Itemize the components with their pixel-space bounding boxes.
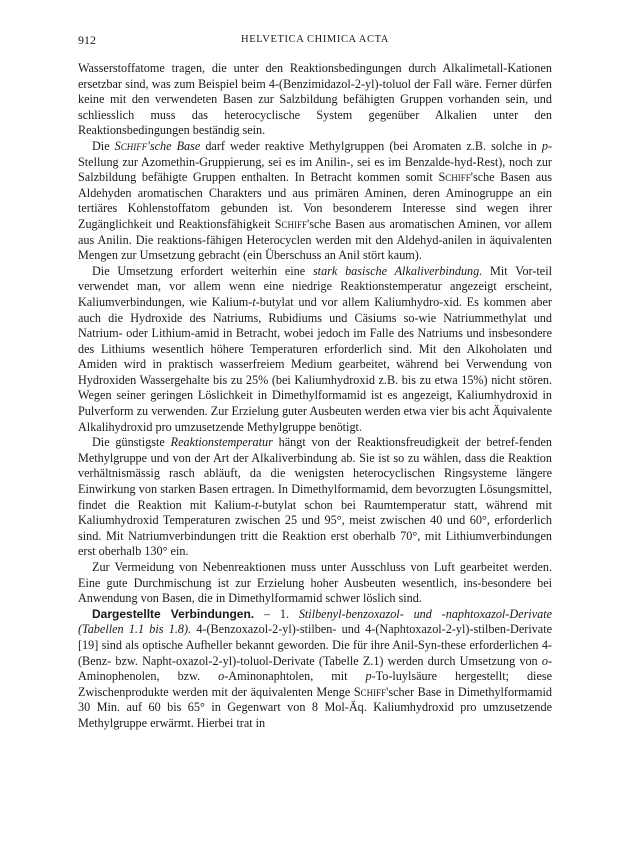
paragraph xyxy=(78,139,552,264)
text-run: 'sche Basen aus aromatischen Aminen, vor allem aus Anilin. Die reaktions-fähigen Heterocyclen werden mit den Aldehyd-anilen in äquivalenten Mengen zur Umsetzung gebracht (ein Überschuss an Anil stört kaum). xyxy=(78,216,553,263)
journal-title: HELVETICA CHIMICA ACTA xyxy=(241,34,389,45)
text-run: -Aminonaphtolen, mit xyxy=(224,669,366,684)
running-header xyxy=(78,33,552,51)
author-name: Schiff xyxy=(353,684,387,699)
text-run: Mit Vor-teil verwendet man, vor allem wenn eine niedrige Reaktionstemperatur angezeigt erscheint, Kaliumverbindungen, wie Kalium- xyxy=(78,263,552,309)
text-run: -butylat und vor allem Kaliumhydro-xid. Es kommen aber auch die Hydroxide des Natriums, Rubidiums und Cäsiums so-wie Natriummethylat und Natrium- oder Lithium-amid in Betracht, wobei jedoch im Falle des Natriums und insbesondere des Lithiums wesentlich höhere Temperaturen erforderlich sind. Mit den Alkoholaten und Amiden wird in praktisch wasserfreiem Medium gearbeitet, während bei Verwendung von Hydroxiden Wassergehalte bis zu 25% (bei Kaliumhydroxid z.B. bis zu etwa 15%) nicht stören. Wegen seiner geringen Löslichkeit in Dimethylformamid ist es angezeigt, Kaliumhydroxid in Pulverform zu verwenden. Zur Erzielung guter Ausbeuten werden etwa vier bis acht Äquivalente Alkalihydroxid pro umzusetzende Methylgruppe benötigt. xyxy=(78,294,552,434)
italic-text: o xyxy=(541,653,548,668)
text-run: -butylat schon bei Raumtemperatur statt, während mit Kaliumhydroxid Temperaturen zwischen 25 und 95°, meist zwischen 40 und 60°, erforderlich sind. Mit Natriumverbindungen tritt die Reaktion erst oberhalb 70°, mit Lithiumverbindungen erst oberhalb 130° ein. xyxy=(78,497,552,559)
paragraph xyxy=(78,607,552,732)
italic-text: o xyxy=(218,669,225,684)
text-run: hängt von der Reaktionsfreudigkeit der betref-fenden Methylgruppe und von der Art der Alkaliverbindung ab. Sie ist so zu wählen, dass die Reaktion verhältnismässig rasch abläuft, da die wenigsten heterocyclischen Ringsysteme längere Einwirkung von starken Basen ertragen. In Dimethylformamid, dem bevorzugten Lösungsmittel, findet die Reaktion mit Kalium- xyxy=(78,435,553,512)
italic-text: t xyxy=(254,497,259,512)
text-run: -Aminophenolen, bzw. xyxy=(78,653,552,684)
journal-page xyxy=(78,33,552,732)
article-body xyxy=(78,61,552,732)
italic-text: p xyxy=(541,138,548,153)
italic-text: t xyxy=(252,294,256,309)
text-run: -To-luylsäure hergestellt; diese Zwischenprodukte werden mit der äquivalenten Menge xyxy=(78,669,553,699)
italic-text: p xyxy=(365,669,372,684)
text-run: darf weder reaktive Methylgruppen (bei Aromaten z.B. solche in xyxy=(200,138,542,153)
text-run: Die günstigste xyxy=(92,435,171,450)
text-run: – 1. xyxy=(254,606,299,621)
text-run: Zur Vermeidung von Nebenreaktionen muss unter Ausschluss von Luft gearbeitet werden. Eine gute Durchmischung ist zur Erzielung hoher Ausbeuten wesentlich, ins-besondere bei Anwendung von Basen, die in Dimethylformamid schwer löslich sind. xyxy=(78,560,552,606)
italic-text: stark basische Alkaliverbindung. xyxy=(312,263,483,278)
italic-text: Stilbenyl-benzoxazol- und -naphtoxazol-Derivate (Tabellen 1.1 bis 1.8). xyxy=(78,606,552,637)
italic-text: 'sche Base xyxy=(147,138,201,153)
text-run: 'sche Basen aus Aldehyden aromatischen Charakters und aus primären Aminen, deren Aminogruppe an ein tertiäres Kohlenstoffatom gebunden ist. Von besonderem Interesse sind wegen ihrer Zugänglichkeit und Reaktionsfähigkeit xyxy=(78,170,552,231)
text-run: 'scher Base in Dimethylformamid 30 Min. auf 60 bis 65° in Gegenwart von 8 Mol-Äq. Kaliumhydroxid pro umzusetzende Methylgruppe erwärmt. Hierbei trat in xyxy=(78,684,552,730)
paragraph xyxy=(78,61,552,139)
author-name: Schiff xyxy=(438,170,471,185)
text-run: 4-(Benzoxazol-2-yl)-stilben- und 4-(Naphtoxazol-2-yl)-stilben-Derivate [19] sind als optische Aufheller bekannt geworden. Die für ihre Anil-Syn-these erforderlichen 4-(Benz- bzw. Napht-oxazol-2-yl)-toluol-Derivate (Tabelle Z.1) werden durch Umsetzung von xyxy=(78,622,553,668)
paragraph xyxy=(78,435,552,560)
paragraph xyxy=(78,264,552,436)
text-run: Wasserstoffatome tragen, die unter den Reaktionsbedingungen durch Alkalimetall-Kationen ersetzbar sind, was zum Beispiel beim 4-(Benzimidazol-2-yl)-toluol der Fall wäre. Ferner dürfen keine mit den verwendeten Basen zur Salzbildung befähigten Gruppen vorhanden sein, und schliesslich muss das heterocyclische System gegenüber Alkalien unter den Reaktionsbedingungen beständig sein. xyxy=(78,61,552,138)
italic-text: Reaktionstemperatur xyxy=(170,435,273,450)
page-number: 912 xyxy=(78,33,96,47)
section-heading: Dargestellte Verbindungen. xyxy=(92,606,255,621)
text-run: -Stellung zur Azomethin-Gruppierung, sei es im Anilin-, sei es im Benzalde-hyd-Rest), noch zur Salzbildung befähigte Gruppen enthalten. In Betracht kommen somit xyxy=(78,138,552,185)
text-run: Die Umsetzung erfordert weiterhin eine xyxy=(92,263,313,278)
author-name: Schiff xyxy=(114,138,148,153)
text-run: Die xyxy=(92,138,115,153)
paragraph xyxy=(78,560,552,607)
author-name: Schiff xyxy=(274,216,308,231)
